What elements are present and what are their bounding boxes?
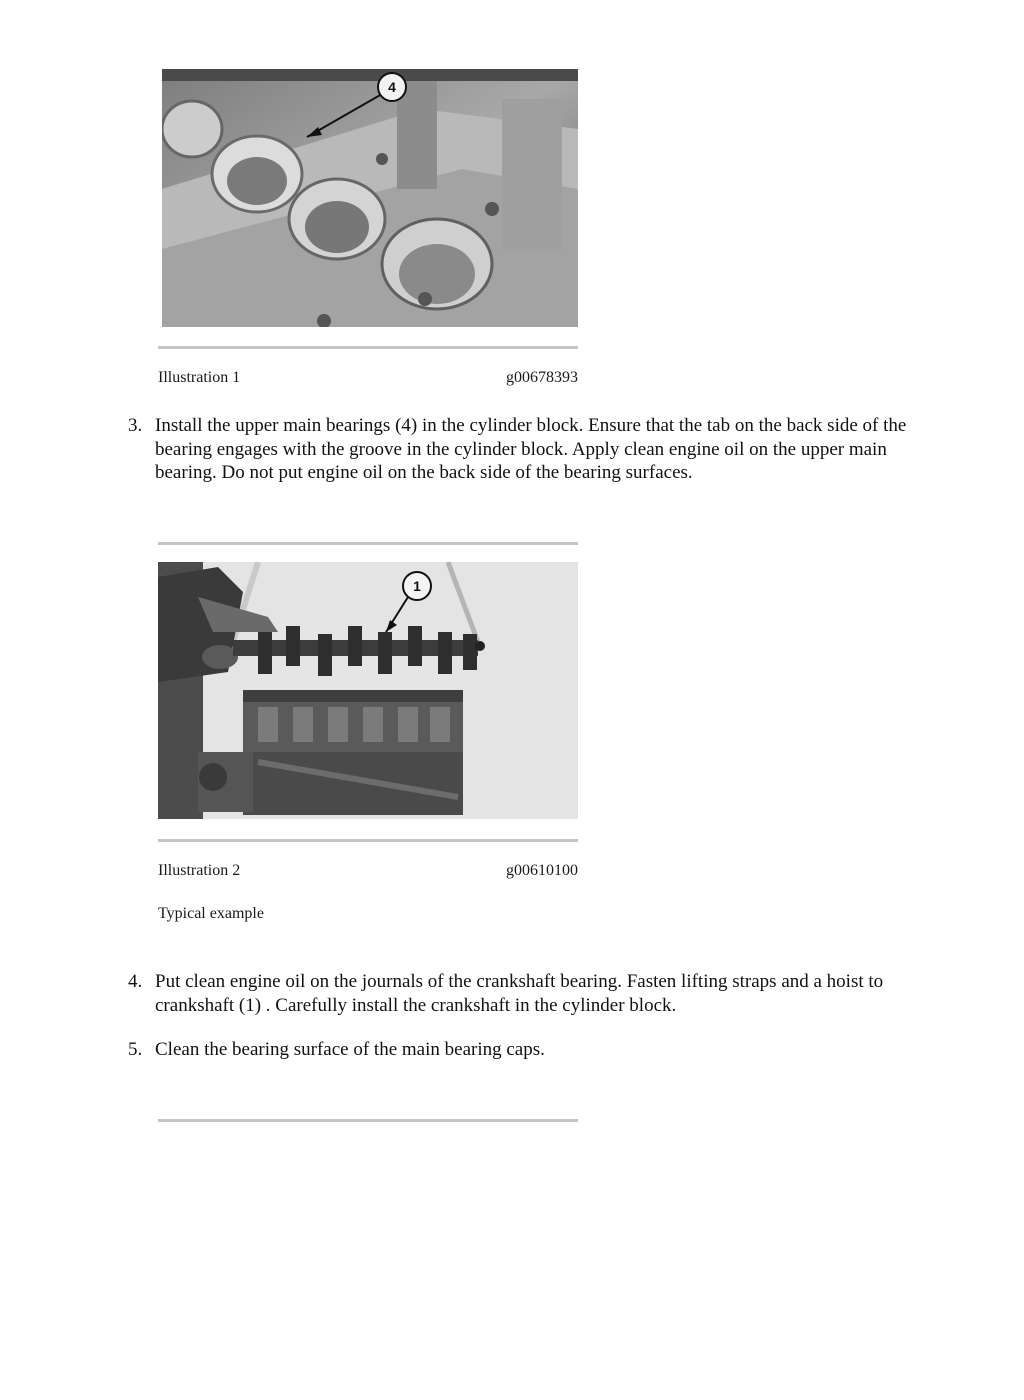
illustration-1-caption: Illustration 1 [158,369,241,386]
illustration-2-rule [158,839,578,842]
step-3-text: Install the upper main bearings (4) in the cylinder block. Ensure that the tab on the back side of the bearing engages with the groove in the cylinder block. Apply clean engine oil on the upper main bearing. Do not put engine oil on the back side of the bearing surfaces. [155,415,907,483]
illustration-1-photo [162,69,578,327]
illustration-2-caption: Illustration 2 [158,862,241,879]
illustration-2-note: Typical example [158,905,264,922]
step-4 [128,970,928,1017]
step-4-text: Put clean engine oil on the journals of the crankshaft bearing. Fasten lifting straps and a hoist to crankshaft (1) . Carefully install the crankshaft in the cylinder block. [155,971,884,1016]
illustration-2-id: g00610100 [506,862,578,879]
step-4-number: 4. [128,971,143,992]
illustration-1-callout: 4 [388,79,396,95]
step-5 [128,1038,928,1062]
illustration-1-rule [158,346,578,349]
illustration-2-photo [158,562,578,819]
illustration-2-callout: 1 [413,578,421,594]
illustration-1-id: g00678393 [506,369,578,386]
step-3 [128,414,928,485]
illustration-2-top-rule [158,542,578,545]
step-3-number: 3. [128,415,143,436]
step-5-number: 5. [128,1039,143,1060]
illustration-3-top-rule [158,1119,578,1122]
step-5-text: Clean the bearing surface of the main bearing caps. [155,1039,545,1060]
